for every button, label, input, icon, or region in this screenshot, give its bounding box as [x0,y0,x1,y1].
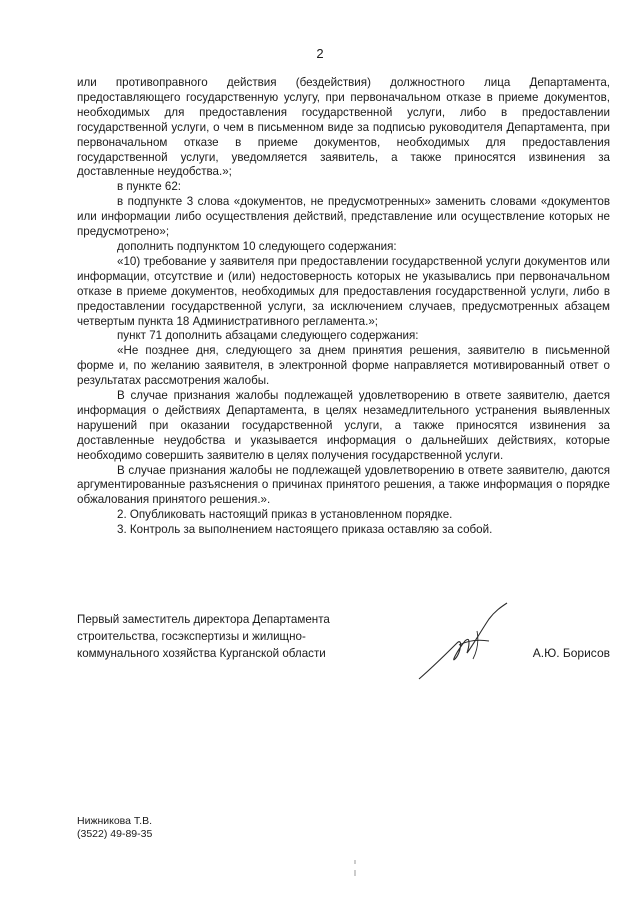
paragraph: «10) требование у заявителя при предоставлении государственной услуги документов или информации, отсутствие и (или) недостоверность которых не указывались при первоначальном отказе в приеме документов, необходимых для предоставления государственной услуги, либо в предоставлении государственной услуги, за исключением случаев, предусмотренных абзацем четвертым пункта 18 Административного регламента.»; [77,254,610,328]
signatory-position-line: строительства, госэкспертизы и жилищно- [77,630,306,643]
signature-block [77,611,610,662]
scan-artifact [354,860,356,876]
paragraph: В случае признания жалобы не подлежащей удовлетворению в ответе заявителю, даются аргументированные разъяснения о причинах принятого решения, а также информация о порядке обжалования принятого решения.». [77,463,610,507]
paragraph: 2. Опубликовать настоящий приказ в установленном порядке. [117,508,453,522]
paragraph: или противоправного действия (бездействия) должностного лица Департамента, предоставляющего государственную услугу, при первоначальном отказе в приеме документов, необходимых для предоставления государственной услуги, либо в предоставлении государственной услуги, о чем в письменном виде за подписью руководителя Департамента, при первоначальном отказе в приеме документов, необходимых для предоставления государственной услуги, уведомляется заявитель, а также приносятся извинения за доставленные неудобства.»; [77,76,610,179]
paragraph: дополнить подпунктом 10 следующего содержания: [117,239,397,253]
executor-info [77,815,152,841]
signatory-name: А.Ю. Борисов [532,646,610,660]
paragraph: пункт 71 дополнить абзацами следующего содержания: [117,329,419,343]
handwritten-signature [417,601,527,681]
paragraph: 3. Контроль за выполнением настоящего приказа оставляю за собой. [117,523,493,537]
signatory-position [77,611,387,662]
document-body [77,76,610,538]
paragraph: в подпункте 3 слова «документов, не предусмотренных» заменить словами «документов или информации либо осуществления действий, представление или осуществление которых не предусмотрено»; [77,195,610,239]
signatory-position-line: Первый заместитель директора Департамента [77,613,330,626]
executor-phone: (3522) 49-89-35 [77,828,153,840]
paragraph: в пункте 62: [117,180,182,194]
paragraph: В случае признания жалобы подлежащей удовлетворению в ответе заявителю, дается информация о действиях Департамента, в целях незамедлительного устранения выявленных нарушений при оказании государственной услуги, а также приносятся извинения за доставленные неудобства и указывается информация о дальнейших действиях, которые необходимо совершить заявителю в целях получения государственной услуги. [77,389,610,462]
page-number: 2 [316,46,324,61]
paragraph: «Не позднее дня, следующего за днем принятия решения, заявителю в письменной форме и, по желанию заявителя, в электронной форме направляется мотивированный ответ о результатах рассмотрения жалобы. [77,344,610,388]
signatory-position-line: коммунального хозяйства Курганской области [77,647,326,660]
executor-name: Нижникова Т.В. [77,815,152,827]
